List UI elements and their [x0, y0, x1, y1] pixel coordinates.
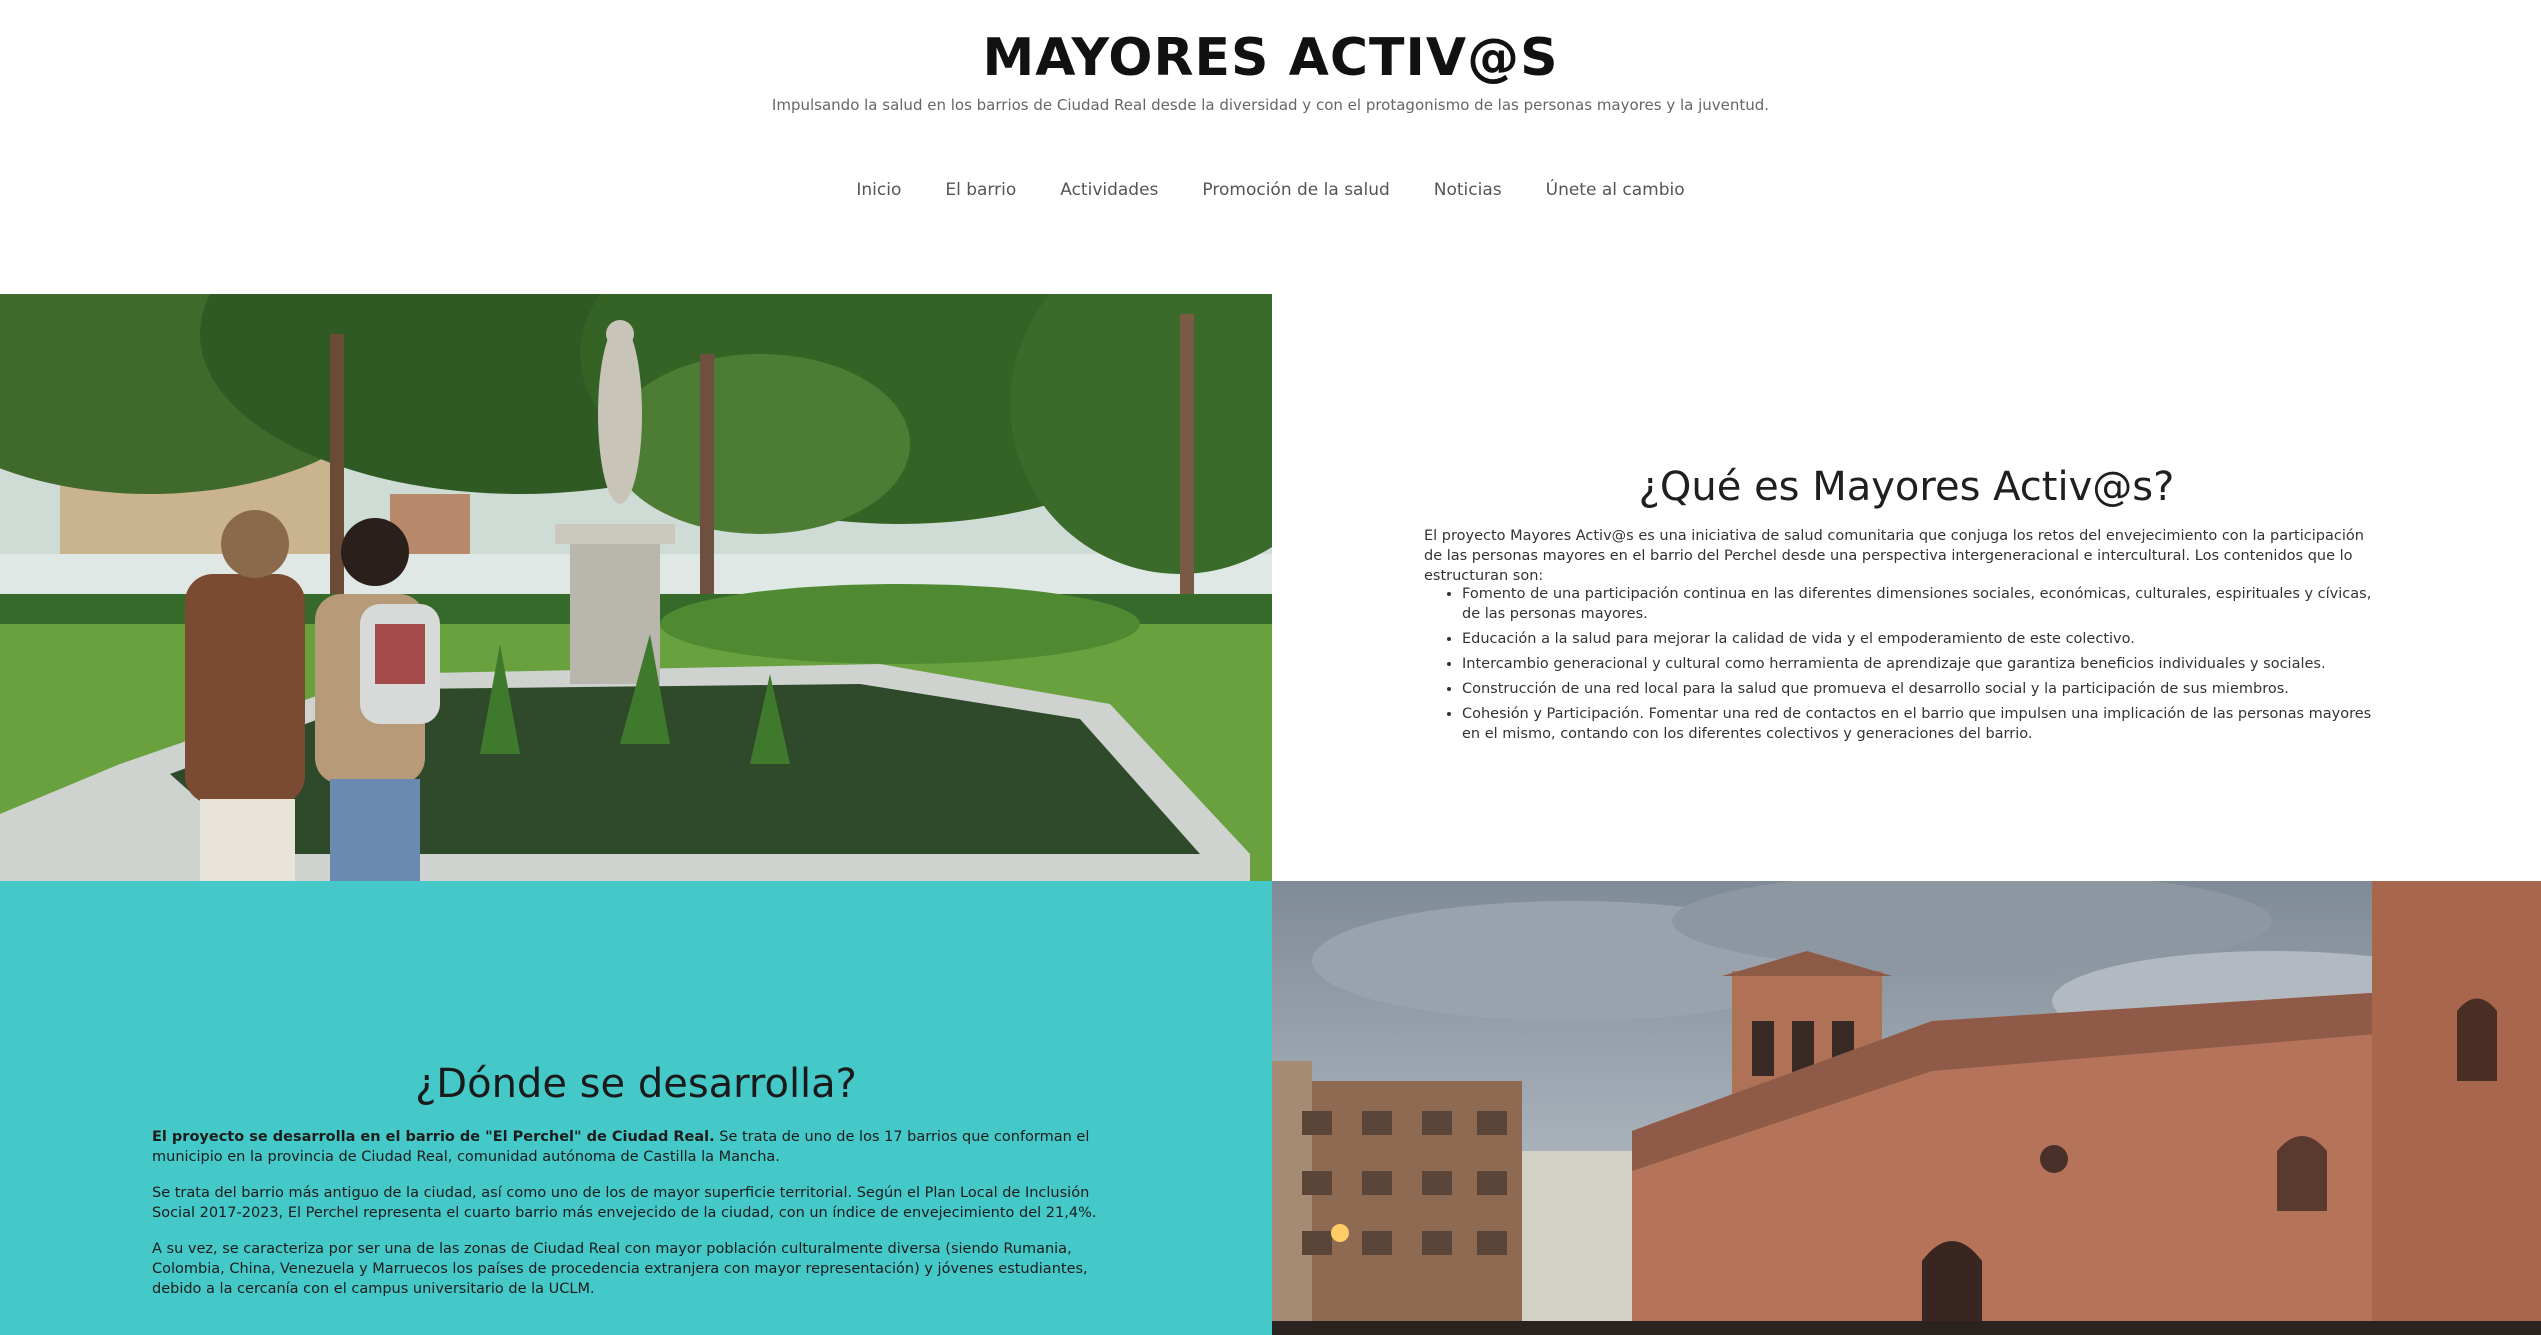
site-header	[0, 0, 2541, 294]
about-point: • Cohesión y Participación. Fomentar una red de contactos en el barrio que impulsen una implicación de las personas mayores en el mismo, contando con los diferentes colectivos y generaciones del barrio.	[1462, 704, 2384, 744]
main-nav	[0, 180, 2541, 200]
about-point: • Fomento de una participación continua en las diferentes dimensiones sociales, económicas, culturales, espirituales y cívicas, de las personas mayores.	[1462, 584, 2384, 624]
nav-item-promocion-salud[interactable]: Promoción de la salud	[1202, 180, 1390, 200]
nav-item-noticias[interactable]: Noticias	[1433, 180, 1502, 200]
church-photo	[1272, 881, 2541, 1335]
where-paragraph-1-bold: El proyecto se desarrolla en el barrio de "El Perchel" de Ciudad Real.	[152, 1129, 715, 1145]
site-title[interactable]: MAYORES ACTIV@S	[982, 28, 1559, 88]
where-paragraph-2: Se trata del barrio más antiguo de la ciudad, así como uno de los de mayor superficie territorial. Según el Plan Local de Inclusión Social 2017-2023, El Perchel representa el cuarto barrio más envejecido de la ciudad, con un índice de envejecimiento del 21,4%.	[152, 1185, 1097, 1221]
about-intro: El proyecto Mayores Activ@s es una iniciativa de salud comunitaria que conjuga los retos del envejecimiento con la participación de las personas mayores en el barrio del Perchel desde una perspectiva intergeneracional e intercultural. Los contenidos que lo estructuran son:	[1424, 528, 2364, 584]
about-point: • Intercambio generacional y cultural como herramienta de aprendizaje que garantiza beneficios individuales y sociales.	[1462, 654, 2384, 674]
about-points-list	[1444, 584, 2384, 749]
where-paragraph-3: A su vez, se caracteriza por ser una de las zonas de Ciudad Real con mayor población culturalmente diversa (siendo Rumania, Colombia, China, Venezuela y Marruecos los países de procedencia extranjera con mayor representación) y jóvenes estudiantes, debido a la cercanía con el campus universitario de la UCLM.	[152, 1241, 1088, 1297]
nav-item-inicio[interactable]: Inicio	[856, 180, 902, 200]
where-heading: ¿Dónde se desarrolla?	[415, 1061, 857, 1107]
park-fountain-photo	[0, 294, 1272, 881]
nav-item-el-barrio[interactable]: El barrio	[945, 180, 1017, 200]
about-point: • Construcción de una red local para la salud que promueva el desarrollo social y la participación de sus miembros.	[1462, 679, 2384, 699]
where-body	[152, 1127, 1117, 1315]
where-section	[0, 881, 1272, 1335]
nav-item-actividades[interactable]: Actividades	[1060, 180, 1159, 200]
about-section	[1272, 294, 2541, 881]
site-tagline: Impulsando la salud en los barrios de Ciudad Real desde la diversidad y con el protagonismo de las personas mayores y la juventud.	[771, 96, 1770, 114]
where-paragraph-1	[152, 1127, 1117, 1167]
where-paragraph-1-rest: Se trata de uno de los 17 barrios que conforman el municipio en la provincia de Ciudad Real, comunidad autónoma de Castilla la Mancha.	[152, 1129, 1090, 1165]
about-point: • Educación a la salud para mejorar la calidad de vida y el empoderamiento de este colectivo.	[1462, 629, 2384, 649]
nav-item-unete[interactable]: Únete al cambio	[1545, 180, 1685, 200]
about-heading: ¿Qué es Mayores Activ@s?	[1638, 464, 2175, 510]
